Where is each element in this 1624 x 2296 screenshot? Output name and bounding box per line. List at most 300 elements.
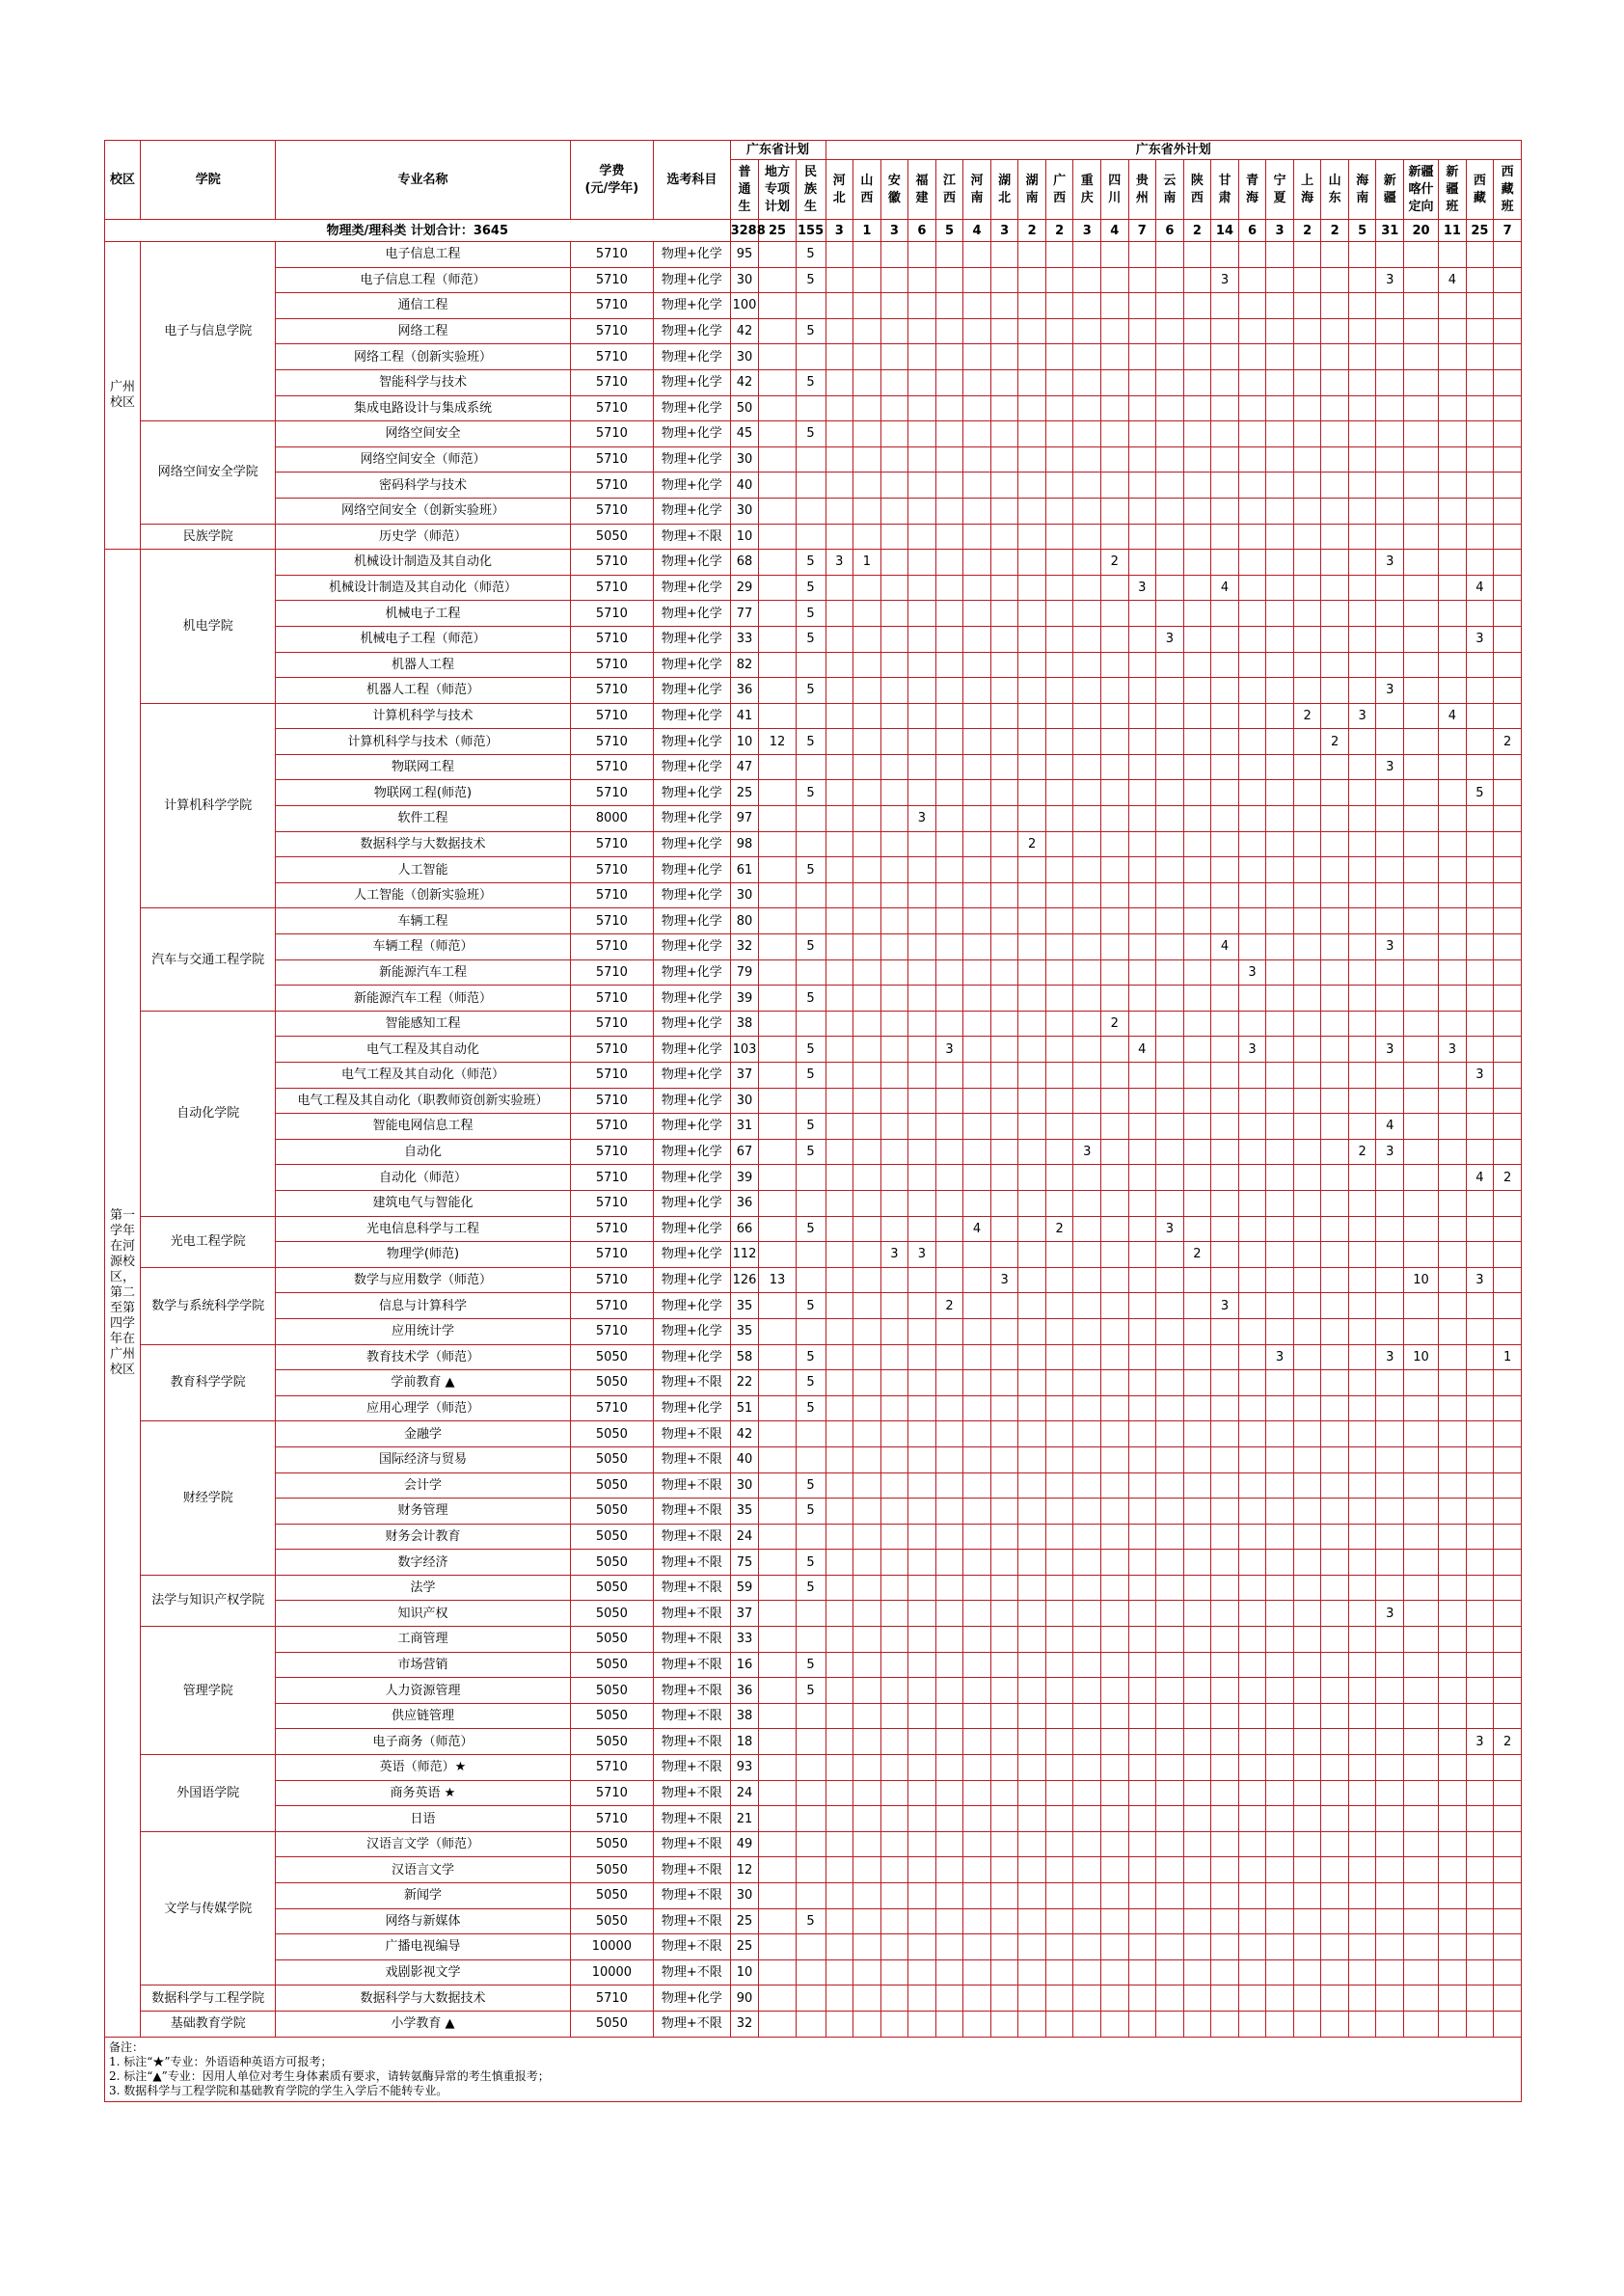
province-quota <box>963 1293 991 1319</box>
tuition: 5710 <box>570 369 654 395</box>
province-quota <box>1073 498 1101 524</box>
province-quota <box>1494 1575 1522 1601</box>
province-quota <box>1404 446 1439 473</box>
province-quota <box>1156 1446 1184 1472</box>
province-quota <box>1321 780 1349 806</box>
province-quota <box>1211 1627 1239 1653</box>
subject-requirement: 物理+不限 <box>654 1601 730 1627</box>
province-quota <box>1494 601 1522 627</box>
province-quota <box>1128 601 1156 627</box>
province-quota <box>1156 242 1184 268</box>
province-quota <box>1238 2011 1266 2037</box>
province-quota <box>1073 473 1101 499</box>
province-quota <box>1376 959 1404 986</box>
regular-quota: 30 <box>730 1883 759 1909</box>
tuition: 5710 <box>570 857 654 883</box>
ethnic-quota <box>796 2011 826 2037</box>
province-quota <box>853 1550 881 1576</box>
province-quota <box>1018 1703 1046 1729</box>
province-quota <box>1293 446 1321 473</box>
subject-requirement: 物理+化学 <box>654 1114 730 1140</box>
province-quota <box>1494 1242 1522 1268</box>
subject-requirement: 物理+化学 <box>654 882 730 908</box>
province-quota <box>1404 1421 1439 1447</box>
ethnic-quota: 5 <box>796 1395 826 1421</box>
summary-value: 2 <box>1183 220 1211 242</box>
province-quota <box>990 1831 1018 1857</box>
province-quota <box>826 1780 853 1806</box>
local-special-quota <box>759 882 796 908</box>
major-name: 机械设计制造及其自动化 <box>276 550 570 576</box>
province-quota <box>1128 1780 1156 1806</box>
province-quota <box>1045 1088 1073 1114</box>
province-quota <box>1376 1550 1404 1576</box>
province-col-header: 西 藏 <box>1466 160 1494 220</box>
province-quota <box>908 1037 936 1063</box>
province-quota <box>1018 1190 1046 1216</box>
province-quota <box>1128 1063 1156 1089</box>
province-quota <box>1376 831 1404 857</box>
subject-requirement: 物理+化学 <box>654 267 730 293</box>
province-quota: 3 <box>1376 1139 1404 1165</box>
tuition: 5050 <box>570 1729 654 1755</box>
province-quota <box>1073 780 1101 806</box>
province-quota <box>1128 1267 1156 1293</box>
table-row <box>105 1370 1522 1396</box>
province-quota <box>1466 652 1494 678</box>
regular-quota: 47 <box>730 754 759 780</box>
province-quota <box>908 1370 936 1396</box>
province-quota <box>1183 908 1211 934</box>
province-quota <box>1211 1550 1239 1576</box>
summary-value: 155 <box>796 220 826 242</box>
province-quota <box>880 1934 908 1960</box>
province-quota <box>1266 1806 1294 1832</box>
province-quota <box>1156 1344 1184 1370</box>
province-quota <box>1494 2011 1522 2037</box>
province-quota <box>1211 1242 1239 1268</box>
tuition: 5050 <box>570 1575 654 1601</box>
province-quota <box>1183 754 1211 780</box>
province-quota <box>1404 1883 1439 1909</box>
province-quota <box>1156 1063 1184 1089</box>
province-quota <box>1073 1524 1101 1550</box>
province-quota <box>1128 1011 1156 1037</box>
province-quota <box>1101 2011 1129 2037</box>
province-quota <box>1073 1370 1101 1396</box>
summary-value: 3288 <box>730 220 759 242</box>
province-quota <box>1211 524 1239 550</box>
province-quota <box>880 831 908 857</box>
province-quota <box>935 1575 963 1601</box>
summary-value: 4 <box>1101 220 1129 242</box>
summary-value: 6 <box>908 220 936 242</box>
province-quota <box>1156 318 1184 344</box>
province-quota <box>1128 703 1156 729</box>
province-quota <box>826 1524 853 1550</box>
province-quota <box>963 1652 991 1678</box>
province-quota: 3 <box>908 1242 936 1268</box>
province-quota <box>1128 1190 1156 1216</box>
major-name: 网络工程 <box>276 318 570 344</box>
province-quota <box>1073 1165 1101 1191</box>
province-quota <box>1101 446 1129 473</box>
province-quota <box>1073 1934 1101 1960</box>
province-quota <box>1466 498 1494 524</box>
province-quota <box>1321 1293 1349 1319</box>
table-row <box>105 473 1522 499</box>
province-quota <box>1238 369 1266 395</box>
province-quota <box>1466 1421 1494 1447</box>
province-quota <box>1439 652 1467 678</box>
province-quota <box>1348 498 1376 524</box>
province-quota <box>935 1063 963 1089</box>
province-quota <box>1211 1421 1239 1447</box>
tuition: 5710 <box>570 1267 654 1293</box>
major-name: 小学教育 ▲ <box>276 2011 570 2037</box>
province-quota <box>826 498 853 524</box>
province-quota <box>1101 242 1129 268</box>
province-quota <box>1439 1780 1467 1806</box>
province-quota <box>1073 1780 1101 1806</box>
province-quota <box>1018 242 1046 268</box>
tuition: 5050 <box>570 1472 654 1499</box>
province-quota <box>1073 1037 1101 1063</box>
province-quota <box>1101 1421 1129 1447</box>
province-quota <box>1404 1908 1439 1934</box>
province-quota <box>990 1703 1018 1729</box>
province-quota <box>908 267 936 293</box>
major-name: 数字经济 <box>276 1550 570 1576</box>
province-quota <box>963 1985 991 2012</box>
province-quota <box>1183 1293 1211 1319</box>
table-row <box>105 1703 1522 1729</box>
province-quota: 3 <box>908 806 936 832</box>
province-quota <box>935 498 963 524</box>
province-quota <box>935 806 963 832</box>
province-quota <box>1348 1729 1376 1755</box>
province-quota <box>826 754 853 780</box>
province-quota <box>1101 1806 1129 1832</box>
province-quota <box>853 1242 881 1268</box>
province-quota <box>935 754 963 780</box>
province-quota <box>1439 1421 1467 1447</box>
province-quota <box>1293 1550 1321 1576</box>
province-quota <box>1266 601 1294 627</box>
subject-requirement: 物理+化学 <box>654 1318 730 1344</box>
province-quota <box>1211 1703 1239 1729</box>
local-special-quota <box>759 1242 796 1268</box>
province-quota <box>1321 806 1349 832</box>
ethnic-quota <box>796 1934 826 1960</box>
college-cell: 汽车与交通工程学院 <box>141 908 276 1011</box>
province-quota <box>1321 1190 1349 1216</box>
tuition: 5710 <box>570 934 654 960</box>
tuition: 5710 <box>570 1395 654 1421</box>
province-quota <box>1348 395 1376 421</box>
province-quota <box>1211 344 1239 370</box>
ethnic-quota <box>796 1729 826 1755</box>
province-quota <box>1439 1575 1467 1601</box>
tuition: 5710 <box>570 344 654 370</box>
table-row <box>105 1806 1522 1832</box>
province-quota <box>1045 1703 1073 1729</box>
province-quota <box>963 908 991 934</box>
province-quota <box>1211 1216 1239 1242</box>
province-quota <box>1376 1063 1404 1089</box>
province-quota <box>1128 473 1156 499</box>
province-quota <box>1211 1831 1239 1857</box>
province-quota <box>990 1421 1018 1447</box>
table-row <box>105 1344 1522 1370</box>
province-quota <box>1321 575 1349 601</box>
province-quota <box>853 1293 881 1319</box>
tuition: 5710 <box>570 1114 654 1140</box>
province-quota <box>1073 754 1101 780</box>
province-quota <box>990 473 1018 499</box>
province-quota <box>826 1934 853 1960</box>
province-quota <box>880 1293 908 1319</box>
province-quota <box>1494 1857 1522 1883</box>
province-quota <box>1376 498 1404 524</box>
province-quota <box>1156 1165 1184 1191</box>
province-quota <box>1183 1934 1211 1960</box>
province-quota <box>1156 1959 1184 1985</box>
province-quota <box>963 1934 991 1960</box>
subject-requirement: 物理+化学 <box>654 498 730 524</box>
province-quota <box>1045 1652 1073 1678</box>
province-quota <box>1238 601 1266 627</box>
province-quota <box>1266 934 1294 960</box>
province-quota <box>1404 1011 1439 1037</box>
province-col-header: 新疆 喀什 定向 <box>1404 160 1439 220</box>
province-quota <box>1128 986 1156 1012</box>
province-quota <box>1348 1678 1376 1704</box>
province-quota <box>853 446 881 473</box>
province-quota <box>935 1088 963 1114</box>
table-row <box>105 242 1522 268</box>
province-quota <box>1348 550 1376 576</box>
province-quota <box>1101 1395 1129 1421</box>
local-special-quota <box>759 857 796 883</box>
province-quota <box>1101 601 1129 627</box>
province-col-header: 四 川 <box>1101 160 1129 220</box>
province-quota <box>1183 601 1211 627</box>
tuition: 5710 <box>570 1806 654 1832</box>
subjects-header: 选考科目 <box>654 141 730 220</box>
province-quota <box>908 1806 936 1832</box>
province-quota <box>826 780 853 806</box>
province-quota <box>1348 1499 1376 1525</box>
major-name: 光电信息科学与工程 <box>276 1216 570 1242</box>
province-quota <box>1376 1831 1404 1857</box>
province-quota <box>1293 780 1321 806</box>
table-row <box>105 908 1522 934</box>
summary-value: 2 <box>1293 220 1321 242</box>
province-quota <box>826 318 853 344</box>
province-quota <box>1183 626 1211 652</box>
province-quota <box>963 1088 991 1114</box>
province-quota <box>963 882 991 908</box>
summary-value: 14 <box>1211 220 1239 242</box>
province-quota <box>935 1806 963 1832</box>
province-quota <box>880 1831 908 1857</box>
province-quota <box>853 806 881 832</box>
summary-value: 4 <box>963 220 991 242</box>
local-special-quota <box>759 1344 796 1370</box>
province-quota <box>935 369 963 395</box>
province-quota <box>826 1857 853 1883</box>
province-quota <box>963 754 991 780</box>
tuition: 8000 <box>570 806 654 832</box>
province-quota <box>1156 601 1184 627</box>
province-quota <box>826 1446 853 1472</box>
province-quota <box>1266 1934 1294 1960</box>
province-quota <box>1321 1806 1349 1832</box>
province-quota <box>1128 1627 1156 1653</box>
province-quota <box>963 959 991 986</box>
province-quota <box>1101 908 1129 934</box>
province-quota <box>935 729 963 755</box>
province-quota <box>1404 652 1439 678</box>
province-quota <box>826 1883 853 1909</box>
province-quota <box>1018 498 1046 524</box>
province-quota <box>1404 601 1439 627</box>
province-quota <box>880 1011 908 1037</box>
province-quota: 3 <box>1156 1216 1184 1242</box>
province-quota <box>1404 1063 1439 1089</box>
province-quota <box>963 242 991 268</box>
province-quota <box>1073 626 1101 652</box>
province-quota <box>880 1216 908 1242</box>
subject-requirement: 物理+化学 <box>654 1242 730 1268</box>
province-quota <box>1466 1550 1494 1576</box>
province-quota <box>1404 754 1439 780</box>
table-row <box>105 678 1522 704</box>
province-quota: 2 <box>935 1293 963 1319</box>
province-quota <box>1293 1216 1321 1242</box>
subject-requirement: 物理+化学 <box>654 1165 730 1191</box>
province-quota <box>963 524 991 550</box>
province-quota <box>963 1472 991 1499</box>
table-row <box>105 1395 1522 1421</box>
province-quota <box>1018 550 1046 576</box>
province-quota <box>1101 498 1129 524</box>
ethnic-quota: 5 <box>796 601 826 627</box>
province-quota <box>1404 1934 1439 1960</box>
province-col-header: 宁 夏 <box>1266 160 1294 220</box>
province-quota <box>1348 934 1376 960</box>
province-quota <box>1348 1242 1376 1268</box>
province-quota <box>1073 1575 1101 1601</box>
province-quota <box>1376 524 1404 550</box>
province-quota <box>1183 1267 1211 1293</box>
province-quota <box>1183 882 1211 908</box>
province-quota <box>1494 1755 1522 1781</box>
province-quota <box>1348 729 1376 755</box>
province-quota <box>1348 1293 1376 1319</box>
province-quota <box>880 1729 908 1755</box>
tuition: 5710 <box>570 729 654 755</box>
province-quota <box>1073 524 1101 550</box>
province-quota <box>1045 908 1073 934</box>
province-quota <box>853 1883 881 1909</box>
province-quota <box>1439 395 1467 421</box>
province-quota <box>1321 421 1349 447</box>
province-quota <box>1101 1216 1129 1242</box>
tuition: 5050 <box>570 1446 654 1472</box>
table-row <box>105 1088 1522 1114</box>
province-quota <box>990 1601 1018 1627</box>
province-quota <box>1211 1011 1239 1037</box>
local-special-quota <box>759 293 796 319</box>
major-name: 计算机科学与技术（师范） <box>276 729 570 755</box>
province-quota <box>1101 857 1129 883</box>
province-quota <box>853 293 881 319</box>
province-quota <box>1266 1114 1294 1140</box>
province-quota <box>1045 1063 1073 1089</box>
province-quota <box>963 1550 991 1576</box>
province-quota <box>963 344 991 370</box>
province-quota <box>853 652 881 678</box>
province-quota <box>1266 1421 1294 1447</box>
province-quota <box>1238 1959 1266 1985</box>
province-quota <box>1321 1114 1349 1140</box>
province-quota <box>1101 1780 1129 1806</box>
province-quota <box>1321 703 1349 729</box>
province-quota <box>1156 1985 1184 2012</box>
province-quota <box>1238 1550 1266 1576</box>
table-row <box>105 1550 1522 1576</box>
province-quota <box>1293 986 1321 1012</box>
province-quota <box>1183 344 1211 370</box>
province-quota <box>826 1063 853 1089</box>
province-quota <box>1266 959 1294 986</box>
province-quota <box>1293 1242 1321 1268</box>
subject-requirement: 物理+化学 <box>654 293 730 319</box>
province-quota <box>990 652 1018 678</box>
province-quota <box>1494 1499 1522 1525</box>
province-quota <box>1266 1216 1294 1242</box>
province-quota <box>1376 1934 1404 1960</box>
province-quota <box>1439 754 1467 780</box>
province-quota <box>1293 498 1321 524</box>
table-row <box>105 1934 1522 1960</box>
major-name: 历史学（师范） <box>276 524 570 550</box>
province-quota <box>935 242 963 268</box>
province-quota <box>1293 1524 1321 1550</box>
province-quota <box>1101 934 1129 960</box>
regular-quota: 100 <box>730 293 759 319</box>
regular-quota: 10 <box>730 1959 759 1985</box>
province-quota <box>908 1703 936 1729</box>
province-quota <box>1439 1985 1467 2012</box>
province-quota <box>880 806 908 832</box>
province-quota <box>853 1472 881 1499</box>
province-quota <box>1101 1908 1129 1934</box>
local-special-quota <box>759 703 796 729</box>
province-quota <box>1293 806 1321 832</box>
province-col-header: 青 海 <box>1238 160 1266 220</box>
province-quota <box>853 1755 881 1781</box>
regular-quota: 95 <box>730 242 759 268</box>
province-quota <box>935 678 963 704</box>
province-quota <box>1348 857 1376 883</box>
province-quota <box>1321 1755 1349 1781</box>
province-quota <box>1266 831 1294 857</box>
province-quota <box>1018 267 1046 293</box>
province-quota <box>1376 575 1404 601</box>
